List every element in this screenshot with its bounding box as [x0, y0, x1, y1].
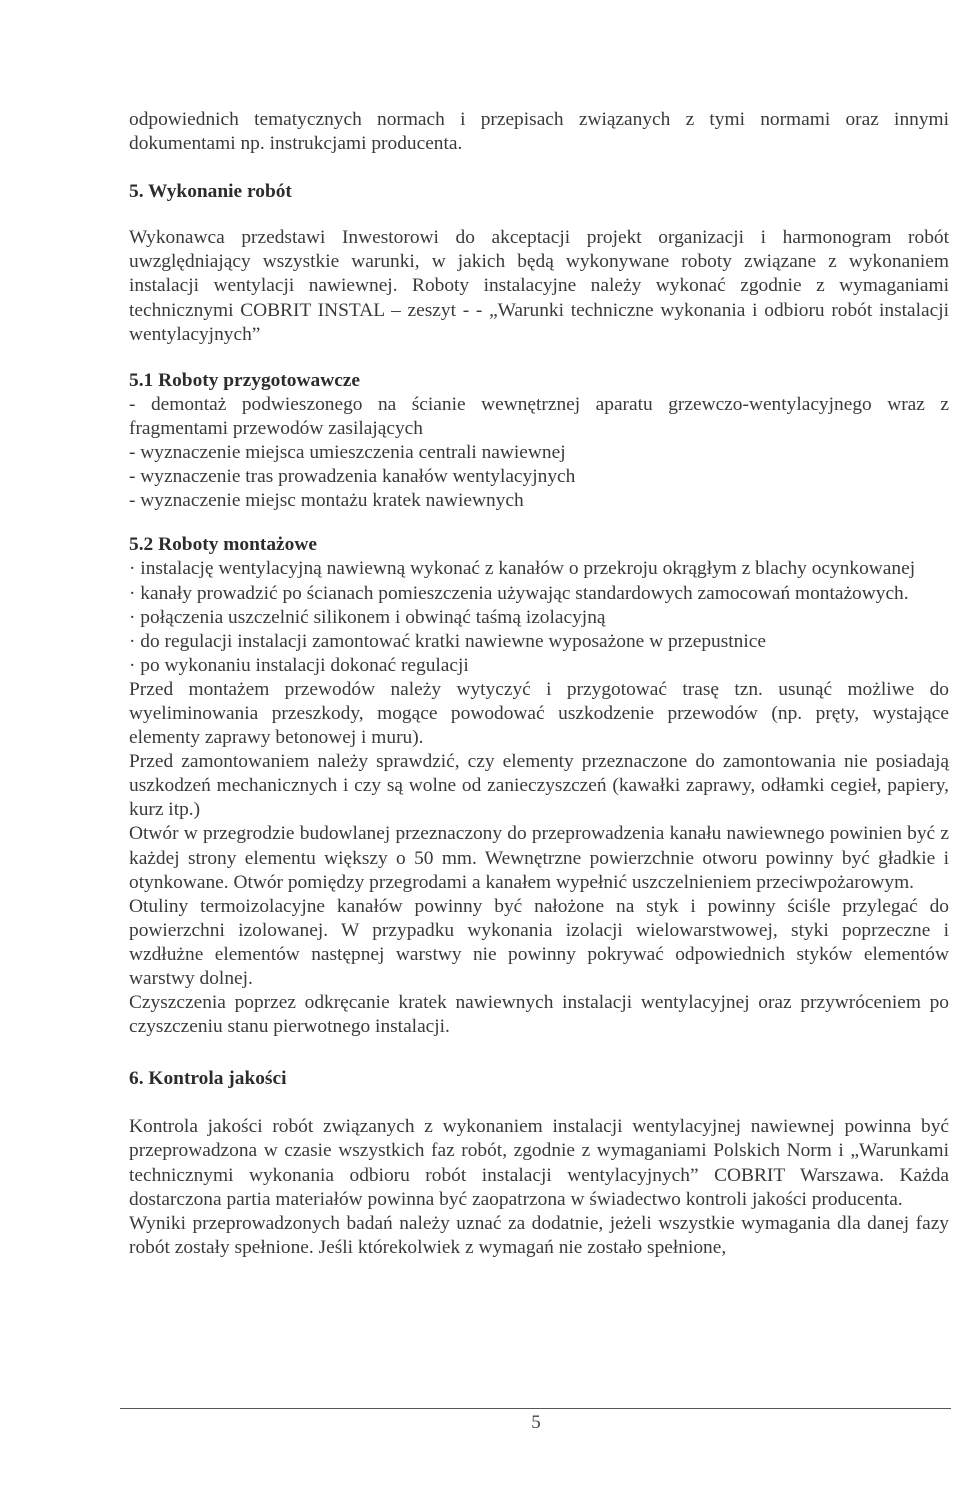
page-number: 5: [531, 1412, 541, 1433]
list-item: · do regulacji instalacji zamontować kratki nawiewne wyposażone w przepustnice: [129, 630, 766, 652]
document-page: [129, 108, 949, 1260]
list-item: · połączenia uszczelnić silikonem i obwinąć taśmą izolacyjną: [129, 606, 606, 628]
body-paragraph: Otwór w przegrodzie budowlanej przeznaczony do przeprowadzenia kanału nawiewnego powinien być z każdej strony elementu większy o 50 mm. Wewnętrzne powierzchnie otworu powinny być gładkie i otynkowane. Otwór pomiędzy przegrodami a kanałem wypełnić uszczelnieniem przeciwpożarowym.: [129, 823, 949, 893]
section-6-heading: 6. Kontrola jakości: [129, 1068, 287, 1090]
body-paragraph: Przed zamontowaniem należy sprawdzić, czy elementy przeznaczone do zamontowania nie posiadają uszkodzeń mechanicznych i czy są wolne od zanieczyszczeń (kawałki zaprawy, odłamki cegieł, papiery, kurz itp.): [129, 751, 949, 821]
list-item: - wyznaczenie miejsc montażu kratek nawiewnych: [129, 490, 524, 512]
list-item: - demontaż podwieszonego na ścianie wewnętrznej aparatu grzewczo-wentylacyjnego wraz z fragmentami przewodów zasilających: [129, 393, 949, 439]
list-item: · instalację wentylacyjną nawiewną wykonać z kanałów o przekroju okrągłym z blachy ocynkowanej: [129, 558, 916, 580]
list-item: - wyznaczenie miejsca umieszczenia centrali nawiewnej: [129, 442, 566, 464]
section-5-paragraph: Wykonawca przedstawi Inwestorowi do akceptacji projekt organizacji i harmonogram robót uwzględniający wszystkie warunki, w jakich będą wykonywane roboty związane z wykonaniem instalacji wentylacji nawiewnej. Roboty instalacyjne należy wykonać zgodnie z wymaganiami technicznymi COBRIT INSTAL – zeszyt - - „Warunki techniczne wykonania i odbioru robót instalacji wentylacyjnych”: [129, 227, 949, 345]
section-5-2-heading: 5.2 Roboty montażowe: [129, 534, 317, 556]
footer-divider: [120, 1408, 951, 1409]
body-paragraph: Otuliny termoizolacyjne kanałów powinny być nałożone na styk i powinny ściśle przylegać do powierzchni izolowanej. W przypadku wykonania izolacji wielowarstwowej, styki poprzeczne i wzdłużne elementów następnej warstwy nie powinny pokrywać odpowiednich styków elementów warstwy dolnej.: [129, 895, 949, 989]
intro-paragraph: odpowiednich tematycznych normach i przepisach związanych z tymi normami oraz innymi dokumentami np. instrukcjami producenta.: [129, 109, 949, 155]
section-5-heading: 5. Wykonanie robót: [129, 181, 292, 203]
list-item: · po wykonaniu instalacji dokonać regulacji: [129, 654, 469, 676]
body-paragraph: Czyszczenia poprzez odkręcanie kratek nawiewnych instalacji wentylacyjnej oraz przywróceniem po czyszczeniu stanu pierwotnego instalacji.: [129, 992, 949, 1038]
body-paragraph: Kontrola jakości robót związanych z wykonaniem instalacji wentylacyjnej nawiewnej powinna być przeprowadzona w czasie wszystkich faz robót, zgodnie z wymaganiami Polskich Norm i „Warunkami technicznymi wykonania odbioru robót instalacji wentylacyjnych” COBRIT Warszawa. Każda dostarczona partia materiałów powinna być zaopatrzona w świadectwo kontroli jakości producenta.: [129, 1116, 949, 1210]
body-paragraph: Przed montażem przewodów należy wytyczyć i przygotować trasę tzn. usunąć możliwe do wyeliminowania przeszkody, mogące powodować uszkodzenie przewodów (np. pręty, wystające elementy zaprawy betonowej i muru).: [129, 678, 949, 749]
list-item: - wyznaczenie tras prowadzenia kanałów wentylacyjnych: [129, 466, 576, 488]
body-paragraph: Wyniki przeprowadzonych badań należy uznać za dodatnie, jeżeli wszystkie wymagania dla danej fazy robót zostały spełnione. Jeśli którekolwiek z wymagań nie zostało spełnione,: [129, 1212, 949, 1258]
section-5-1-heading: 5.1 Roboty przygotowawcze: [129, 369, 361, 391]
list-item: · kanały prowadzić po ścianach pomieszczenia używając standardowych zamocowań montażowych.: [129, 582, 909, 604]
